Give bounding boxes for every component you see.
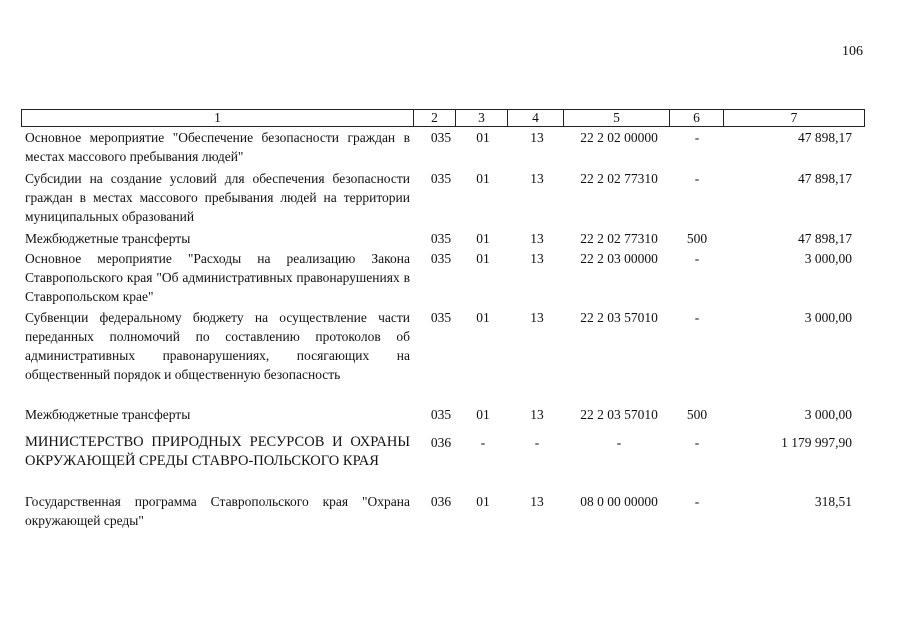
row-name: МИНИСТЕРСТВО ПРИРОДНЫХ РЕСУРСОВ И ОХРАНЫ ОКРУЖАЮЩЕЙ СРЕДЫ СТАВРО-ПОЛЬСКОГО КРАЯ <box>25 434 410 469</box>
row-col-3: 01 <box>476 494 490 509</box>
row-col-7: 47 898,17 <box>798 130 852 145</box>
row-col-7: 3 000,00 <box>804 407 852 422</box>
row-col-7: 3 000,00 <box>804 310 852 325</box>
row-name: Государственная программа Ставропольского края "Охрана окружающей среды" <box>25 494 410 528</box>
row-col-5: 22 2 03 00000 <box>580 251 658 266</box>
header-col-6: 6 <box>670 110 724 127</box>
row-col-7: 47 898,17 <box>798 231 852 246</box>
row-col-4: 13 <box>530 494 544 509</box>
row-col-3: 01 <box>476 251 490 266</box>
row-col-6: 500 <box>686 407 708 422</box>
row-col-2: 035 <box>430 251 452 266</box>
header-col-4: 4 <box>508 110 564 127</box>
header-col-1: 1 <box>22 110 414 127</box>
row-col-4: 13 <box>530 310 544 325</box>
row-col-6: - <box>694 310 700 325</box>
row-col-2: 036 <box>430 494 452 509</box>
row-col-6: - <box>694 171 700 186</box>
row-col-4: 13 <box>530 171 544 186</box>
header-col-3: 3 <box>456 110 508 127</box>
row-name: Основное мероприятие "Обеспечение безопасности граждан в местах массового пребывания людей" <box>25 130 410 164</box>
row-col-5: 08 0 00 00000 <box>580 494 658 509</box>
header-col-2: 2 <box>414 110 456 127</box>
row-col-6: - <box>694 130 700 145</box>
row-col-2: 035 <box>430 231 452 246</box>
header-col-5: 5 <box>564 110 670 127</box>
row-col-2: 035 <box>430 171 452 186</box>
row-name: Субвенции федеральному бюджету на осуществление части переданных полномочий по составлению протоколов об административных правонарушениях, посягающих на общественный порядок и общественную безопасность <box>25 310 410 382</box>
row-col-7: 3 000,00 <box>804 251 852 266</box>
row-col-5: 22 2 02 77310 <box>580 171 658 186</box>
row-col-3: 01 <box>476 171 490 186</box>
row-col-6: - <box>694 494 700 509</box>
row-col-5: 22 2 03 57010 <box>580 407 658 422</box>
row-col-4: 13 <box>530 231 544 246</box>
row-name: Субсидии на создание условий для обеспечения безопасности граждан в местах массового пребывания людей на территории муниципальных образований <box>25 171 410 224</box>
row-col-5: 22 2 02 00000 <box>580 130 658 145</box>
row-col-3: 01 <box>476 130 490 145</box>
row-name: Межбюджетные трансферты <box>25 231 191 246</box>
row-col-7: 318,51 <box>814 494 852 509</box>
row-col-7: 1 179 997,90 <box>781 435 852 450</box>
row-col-2: 035 <box>430 407 452 422</box>
page-number: 106 <box>842 44 863 59</box>
row-col-5: 22 2 03 57010 <box>580 310 658 325</box>
row-col-4: 13 <box>530 130 544 145</box>
row-col-7: 47 898,17 <box>798 171 852 186</box>
row-col-4: 13 <box>530 407 544 422</box>
row-col-3: - <box>480 435 486 450</box>
column-header-table <box>21 109 865 127</box>
row-name: Основное мероприятие "Расходы на реализацию Закона Ставропольского края "Об административных правонарушениях в Ставропольском крае" <box>25 251 410 304</box>
row-col-6: - <box>694 435 700 450</box>
row-col-2: 036 <box>430 435 452 450</box>
row-col-6: - <box>694 251 700 266</box>
row-col-6: 500 <box>686 231 708 246</box>
row-col-5: 22 2 02 77310 <box>580 231 658 246</box>
row-col-2: 035 <box>430 310 452 325</box>
row-col-3: 01 <box>476 310 490 325</box>
row-col-2: 035 <box>430 130 452 145</box>
row-col-3: 01 <box>476 407 490 422</box>
row-col-5: - <box>616 435 622 450</box>
header-col-7: 7 <box>724 110 865 127</box>
row-col-3: 01 <box>476 231 490 246</box>
row-name: Межбюджетные трансферты <box>25 407 191 422</box>
row-col-4: - <box>534 435 540 450</box>
row-col-4: 13 <box>530 251 544 266</box>
